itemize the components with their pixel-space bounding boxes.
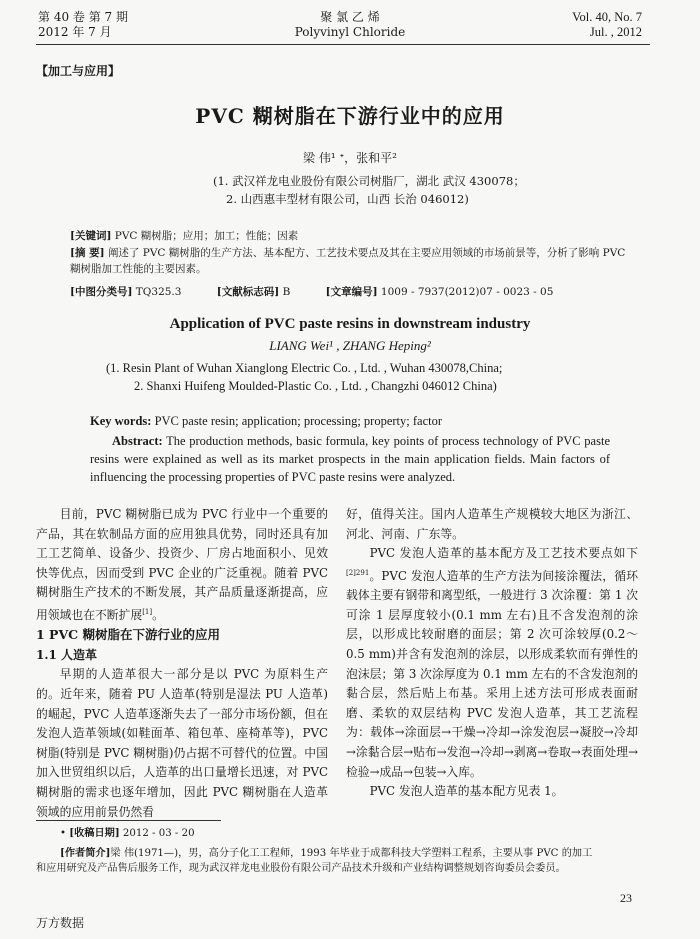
page-number: 23 — [620, 891, 632, 905]
volume-issue: 第 40 卷 第 7 期 — [38, 10, 128, 24]
keywords-en-label: Key words: — [90, 414, 152, 428]
affiliation-en-1: (1. Resin Plant of Wuhan Xianglong Electric Co. , Ltd. , Wuhan 430078,China; — [106, 361, 503, 375]
journal-name-cn: 聚 氯 乙 烯 — [320, 10, 380, 24]
issue-date-en: Jul. , 2012 — [589, 25, 642, 39]
body-column-right — [346, 505, 638, 802]
keywords-cn — [70, 228, 630, 244]
keywords-cn-text: PVC 糊树脂；应用；加工；性能；因素 — [114, 230, 299, 242]
title-en: Application of PVC paste resins in downstream industry — [169, 316, 531, 332]
abstract-en — [90, 432, 610, 486]
section-heading: 1 PVC 糊树脂在下游行业的应用 — [36, 627, 220, 643]
header-divider — [36, 44, 650, 45]
journal-name-en: Polyvinyl Chloride — [294, 25, 406, 39]
title-cn: PVC 糊树脂在下游行业中的应用 — [195, 104, 505, 128]
keywords-en-text: PVC paste resin; application; processing; property; factor — [154, 414, 443, 428]
abstract-cn — [70, 245, 630, 277]
authors-cn: 梁 伟¹ ᐩ，张和平² — [303, 151, 397, 165]
article-number: [文章编号] 1009 - 7937(2012)07 - 0023 - 05 — [325, 286, 554, 298]
footnote-received: • [收稿日期] 2012 - 03 - 20 — [60, 827, 195, 839]
body-paragraph: PVC 发泡人造革的基本配方及工艺技术要点如下$^{[2]291}$。PVC 发泡人造革的生产方法为间接涂覆法，循环载体主要有钢带和离型纸，一般进行 3 次涂覆：第 1 次可涂 1 层厚度较小(0.1 mm 左右)且不含发泡剂的涂层，以形成比较耐磨的面层；第 2 次可涂较厚(0.2～0.5 mm)并含有发泡剂的涂层，以形成柔软而有弹性的泡沫层；第 3 次涂厚度为 0.1 mm 左右的不含发泡剂的黏合层，然后贴上布基。采用上述方法可形成表面耐磨、柔软的双层结构 PVC 发泡人造革，其工艺流程为：载体→涂面层→干燥→冷却→涂发泡层→凝胶→冷却→涂黏合层→贴布→发泡→冷却→剥离→卷取→表面处理→检验→成品→包装→入库。 — [346, 546, 638, 779]
issue-date: 2012 年 7 月 — [38, 25, 112, 39]
watermark: 万方数据 — [36, 916, 85, 930]
column-tag: 【加工与应用】 — [36, 64, 121, 78]
citation: [1] — [142, 607, 153, 616]
abstract-cn-text: 阐述了 PVC 糊树脂的生产方法、基本配方、工艺技术要点及其在主要应用领域的市场前景等，分析了影响 PVC 糊树脂加工性能的主要因素。 — [70, 247, 626, 275]
classification-row — [70, 284, 585, 299]
body-paragraph: 目前，PVC 糊树脂已成为 PVC 行业中一个重要的产品，其在软制品方面的应用独具优势，同时还具有加工工艺简单、设备少、投资少、厂房占地面积小、见效快等优点，因而受到 PVC 企业的广泛重视。随着 PVC 糊树脂生产技术的不断发展，其产品质量逐渐提高，应用领域也在不断扩展[1]。 — [36, 507, 328, 622]
body-paragraph: PVC 发泡人造革的基本配方见表 1。 — [369, 784, 564, 799]
body-paragraph: 早期的人造革很大一部分是以 PVC 为原料生产的。近年来，随着 PU 人造革(特别是湿法 PU 人造革)的崛起，PVC 人造革逐渐失去了一部分市场份额，但在发泡人造革领域(如鞋面革、箱包革、座椅革等)，PVC 树脂(特别是 PVC 糊树脂)仍占据不可替代的位置。中国加入世贸组织以后，人造革的出口量增长迅速，对 PVC 糊树脂的需求也逐年增加，因此 PVC 糊树脂在人造革领域的应用前景仍然看 — [36, 667, 328, 819]
doc-code: [文献标志码] B — [216, 286, 291, 298]
affiliation-en-2: 2. Shanxi Huifeng Moulded-Plastic Co. , Ltd. , Changzhi 046012 China) — [134, 379, 497, 393]
citation: [2]291 — [346, 568, 370, 577]
footnote-divider — [36, 820, 221, 821]
affiliation-cn-1: (1. 武汉祥龙电业股份有限公司树脂厂，湖北 武汉 430078； — [213, 174, 525, 188]
volume-issue-en: Vol. 40, No. 7 — [572, 10, 642, 24]
abstract-cn-label: [摘 要] — [70, 247, 105, 259]
clc-code: [中图分类号] TQ325.3 — [70, 286, 182, 298]
subsection-heading: 1.1 人造革 — [36, 648, 98, 663]
body-paragraph: 好，值得关注。国内人造革生产规模较大地区为浙江、河北、河南、广东等。 — [346, 507, 638, 541]
keywords-en — [90, 414, 442, 429]
body-column-left — [36, 505, 328, 822]
abstract-en-text: The production methods, basic formula, key points of process technology of PVC paste resins were explained as well as its market prospects in the main application fields. Main factors of influencing the processing properties of PVC paste resins were analyzed. — [90, 434, 610, 484]
abstract-en-label: Abstract: — [112, 434, 163, 448]
keywords-cn-label: [关键词] — [70, 230, 112, 242]
journal-volume-info-en — [572, 10, 642, 40]
footnote-author-bio: [作者简介]梁 伟(1971—)，男，高分子化工工程师，1993 年毕业于成都科技大学塑料工程系，主要从事 PVC 的加工 和应用研究及产品售后服务工作，现为武汉祥龙电业股份有限公司产品技术升级和产业结构调整规划咨询委员会委员。 — [36, 847, 593, 874]
affiliation-cn-2: 2. 山西惠丰型材有限公司，山西 长治 046012) — [226, 192, 469, 206]
authors-en: LIANG Wei¹ , ZHANG Heping² — [269, 338, 431, 353]
